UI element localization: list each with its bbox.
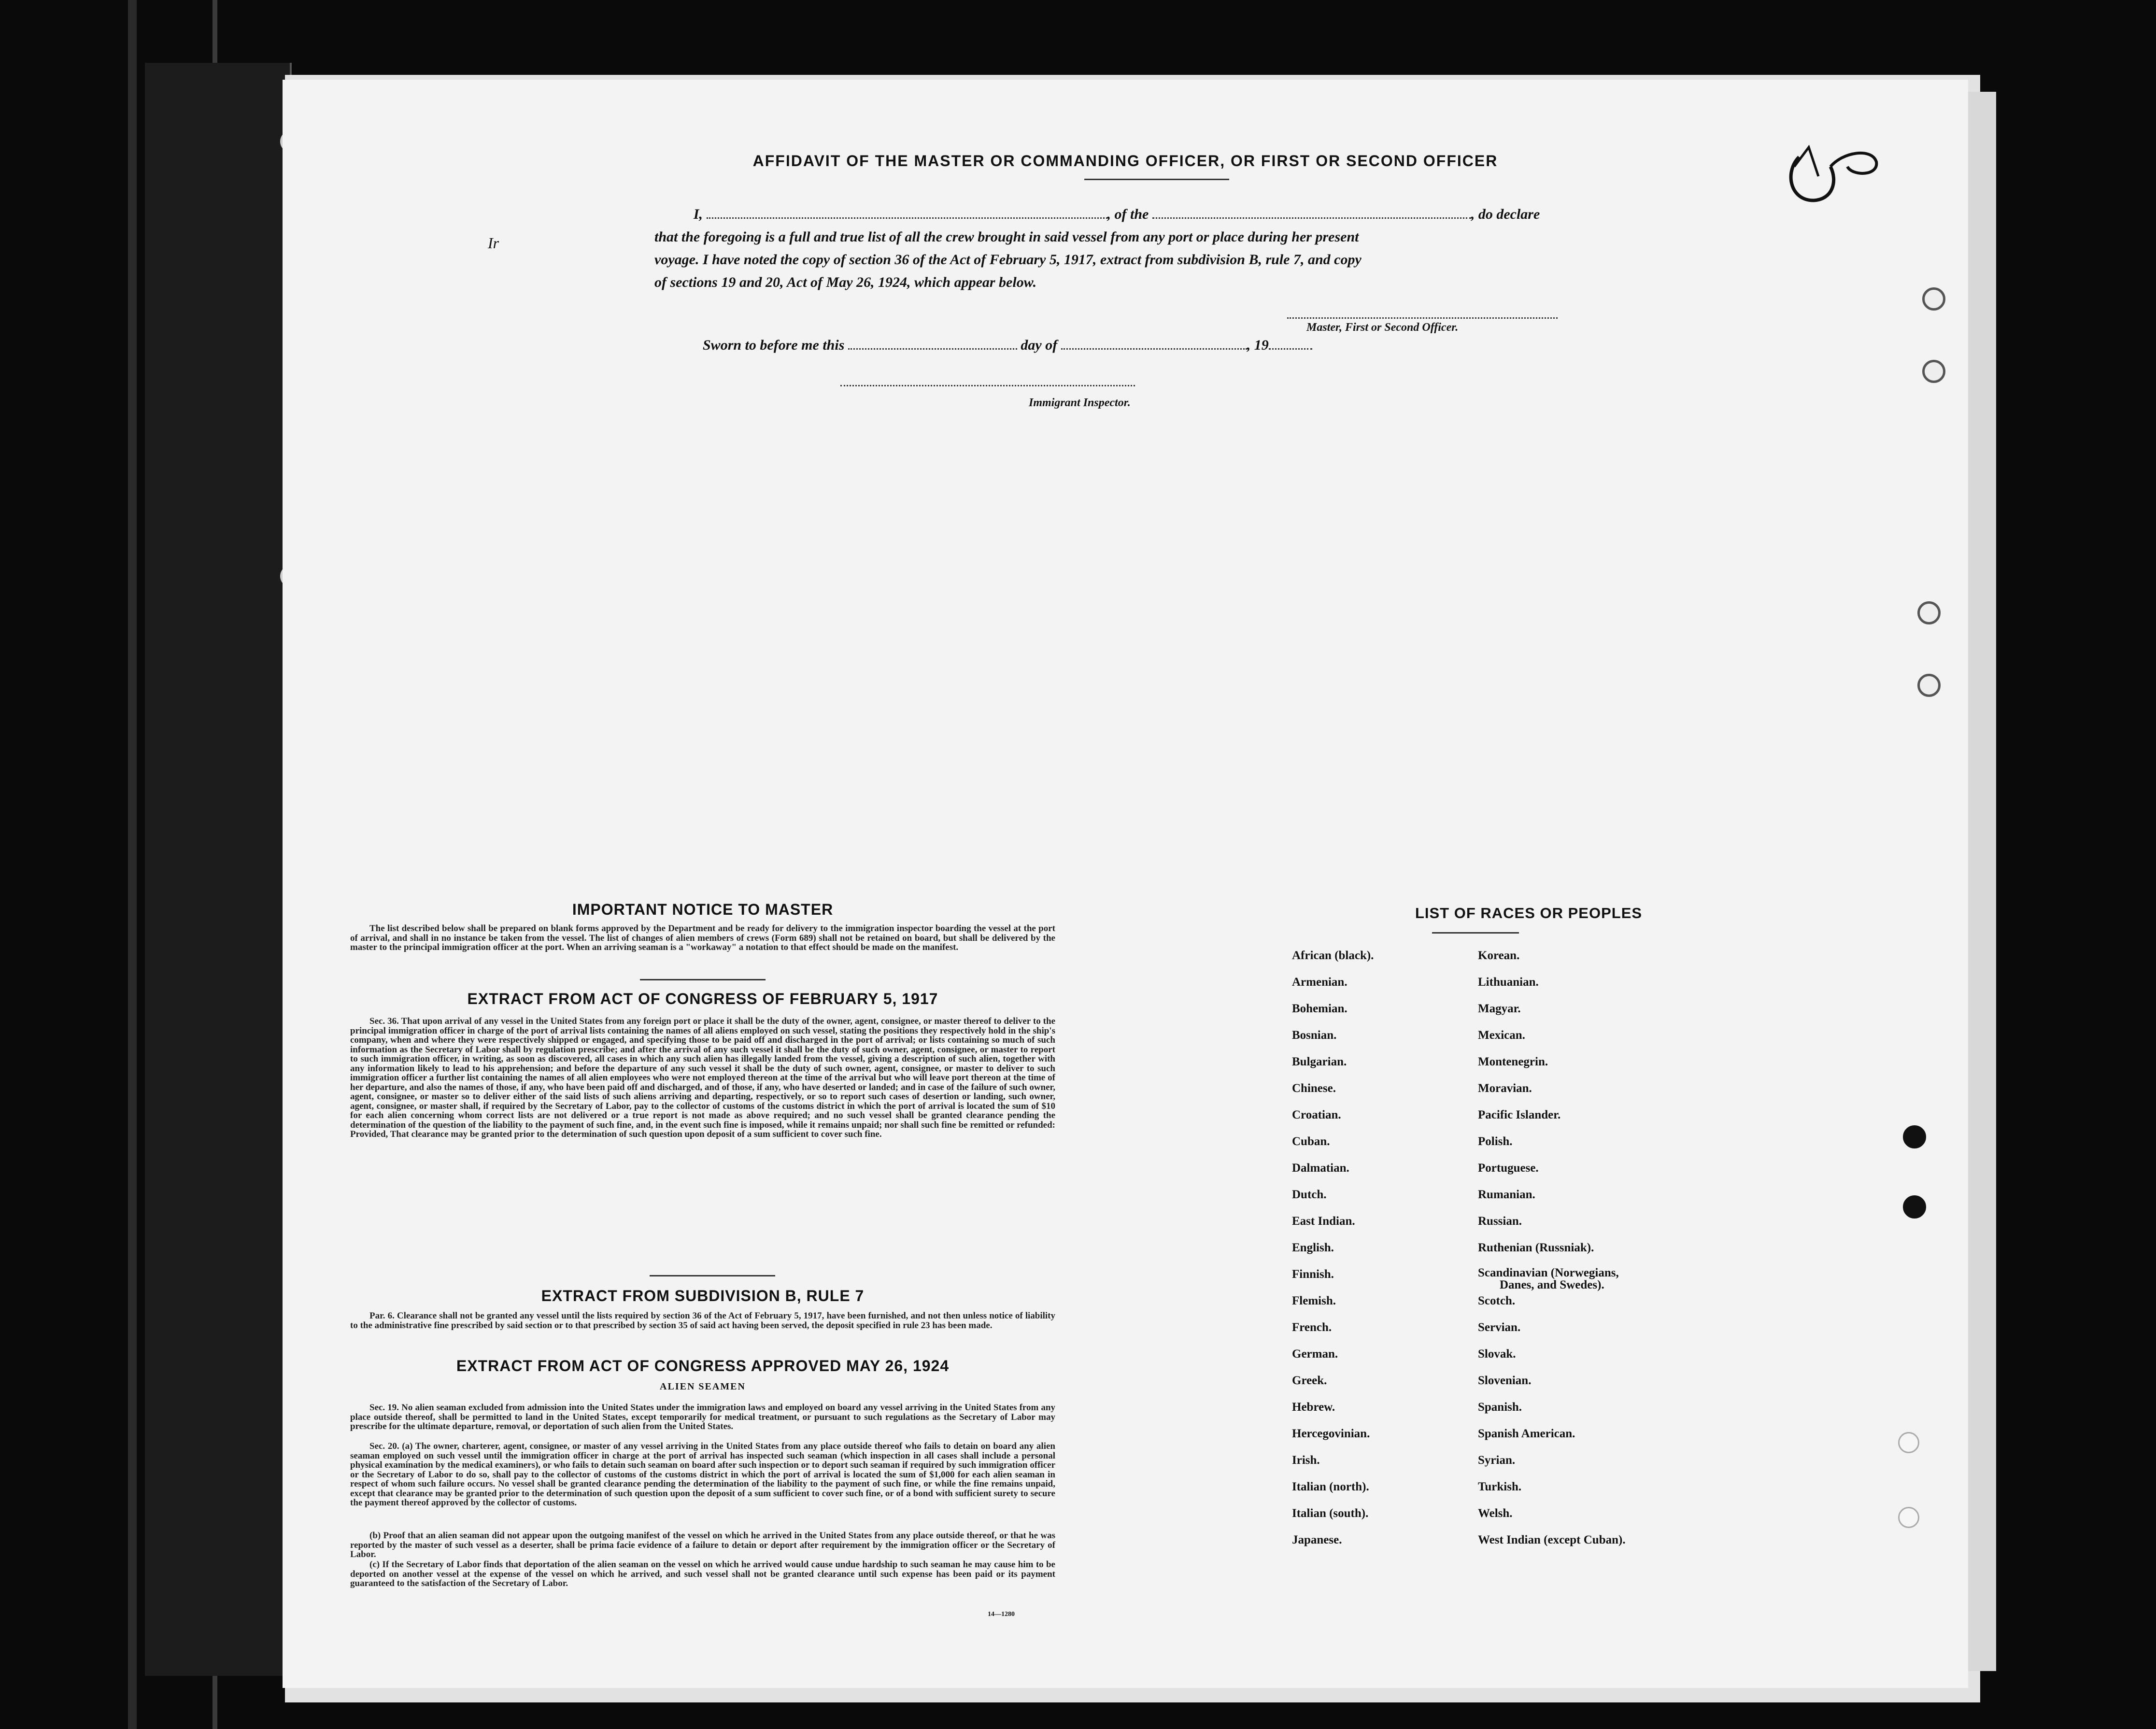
divider: [640, 979, 766, 980]
extract-1917-text: Sec. 36. That upon arrival of any vessel in the United States from any foreign port or place it shall be the duty of the owner, agent, consignee, or master thereof to deliver to the principal immigration officer in charge of the port of arrival lists containing the names of all aliens employed on such vessel, stating the positions they respectively hold in the ship's company, when and where they were respectively shipped or engaged, and specifying those to be paid off and discharged in the port of arrival; or lists containing so much of such information as the Secretary of Labor shall by regulation prescribe; and after the arrival of any such vessel it shall be the duty of such owner, agent, consignee, or master to report to such immigration officer, in writing, as soon as discovered, all cases in which any such alien has illegally landed from the vessel, giving a description of such alien, together with any information likely to lead to his apprehension; and before the departure of any such vessel it shall be the duty of such owner, agent, consignee, or master to deliver to such immigration officer a further list containing the names of all alien employees who were not employed thereon at the time of the arrival but who will leave port thereon at the time of her departure, and also the names of those, if any, who have been paid off and discharged, and of those, if any, who have deserted or landed; and in case of the failure of such owner, agent, consignee, or master so to deliver either of the said lists of such aliens arriving and departing, respectively, or so to report such cases of desertion or landing, such owner, agent, consignee, or master shall, if required by the Secretary of Labor, pay to the collector of customs of the customs district in which the port of arrival is located the sum of $10 for each alien concerning whom correct lists are not delivered or a true report is not made as above required; and no such vessel shall be granted clearance pending the determination of the question of the liability to the payment of such fine, and, in the event such fine is imposed, while it remains unpaid; nor shall such fine be remitted or refunded: Provided, That clearance may be granted prior to the determination of such question upon deposit of a sum sufficient to cover such fine.: [350, 1016, 1055, 1139]
sworn-line: Sworn to before me this day of , 19: [703, 336, 1312, 354]
year-blank[interactable]: [1269, 336, 1312, 350]
race-item: West Indian (except Cuban).: [1478, 1533, 1626, 1546]
race-item: African (black).: [1292, 949, 1374, 962]
day-blank[interactable]: [848, 336, 1017, 350]
race-item: Moravian.: [1478, 1082, 1532, 1095]
section-20c-text: (c) If the Secretary of Labor finds that deportation of the alien seaman on the vessel on which he arrived would cause undue hardship to such seaman he may cause him to be deported on another vessel at the expense of the vessel on which he arrived, and such vessel shall not be granted clearance until such expense has been paid or its payment guaranteed to the satisfaction of the Secretary of Labor.: [350, 1559, 1055, 1588]
month-blank[interactable]: [1061, 336, 1247, 350]
section-19-text: Sec. 19. No alien seaman excluded from admission into the United States under the immigration laws and employed on board any vessel arriving in the United States from any place outside thereof, shall be permitted to land in the United States, except temporarily for medical treatment, or pursuant to such regulations as the Secretary of Labor may prescribe for the ultimate departure, removal, or deportation of such alien from the United States.: [350, 1403, 1055, 1431]
races-title: LIST OF RACES OR PEOPLES: [1415, 905, 1643, 921]
punch-hole: [1917, 674, 1941, 697]
race-item: Bosnian.: [1292, 1029, 1337, 1042]
inspector-signature-line[interactable]: [840, 385, 1135, 386]
race-item: Bulgarian.: [1292, 1055, 1347, 1068]
race-item: Bohemian.: [1292, 1002, 1348, 1015]
extract-1924-title: EXTRACT FROM ACT OF CONGRESS APPROVED MAY 26, 1924: [456, 1357, 950, 1375]
race-item: Japanese.: [1292, 1533, 1342, 1546]
race-item: Portuguese.: [1478, 1162, 1539, 1175]
race-item: Hebrew.: [1292, 1401, 1335, 1414]
divider: [650, 1275, 775, 1276]
race-item: Scandinavian (Norwegians,: [1478, 1266, 1619, 1279]
race-item: Syrian.: [1478, 1454, 1516, 1467]
race-item: Danes, and Swedes).: [1500, 1278, 1604, 1291]
race-item: Ruthenian (Russniak).: [1478, 1241, 1594, 1254]
race-item: Cuban.: [1292, 1135, 1330, 1148]
race-item: Scotch.: [1478, 1294, 1516, 1307]
subdivision-b-title: EXTRACT FROM SUBDIVISION B, RULE 7: [541, 1287, 865, 1304]
affidavit-line-3: voyage. I have noted the copy of section 36 of the Act of February 5, 1917, extract from subdivision B, rule 7, and copy: [654, 252, 1362, 268]
race-item: Italian (north).: [1292, 1480, 1369, 1493]
punch-hole: [1898, 1432, 1919, 1453]
binder-cover: [145, 63, 292, 1676]
officer-caption: Master, First or Second Officer.: [1306, 321, 1459, 334]
race-item: French.: [1292, 1321, 1332, 1334]
race-item: Pacific Islander.: [1478, 1108, 1561, 1121]
section-20b-text: (b) Proof that an alien seaman did not appear upon the outgoing manifest of the vessel on which he arrived in the United States from any place outside thereof, or that he was reported by the master of such vessel as a deserter, shall be prima facie evidence of a failure to detain or deport after requirement by the immigration officer or the Secretary of Labor.: [350, 1531, 1055, 1559]
race-item: Polish.: [1478, 1135, 1513, 1148]
margin-mark: Ir: [488, 234, 499, 252]
race-item: Irish.: [1292, 1454, 1320, 1467]
extract-1917-title: EXTRACT FROM ACT OF CONGRESS OF FEBRUARY 5, 1917: [467, 990, 938, 1007]
race-item: Chinese.: [1292, 1082, 1336, 1095]
race-item: Mexican.: [1478, 1029, 1525, 1042]
punch-hole: [1922, 287, 1945, 311]
race-item: Italian (south).: [1292, 1507, 1369, 1520]
race-item: Rumanian.: [1478, 1188, 1535, 1201]
notice-text: The list described below shall be prepared on blank forms approved by the Department and be ready for delivery to the immigration inspector boarding the vessel at the port of arrival, and shall in no instance be taken from the vessel. The list of changes of alien members of crews (Form 689) shall not be retained on board, but shall be delivered by the master to the principal immigration officer at the port. When an arriving seaman is a "workaway" a notation to that effect should be made on the manifest.: [350, 923, 1055, 952]
race-item: Flemish.: [1292, 1294, 1336, 1307]
race-item: Magyar.: [1478, 1002, 1521, 1015]
race-item: English.: [1292, 1241, 1334, 1254]
race-item: Montenegrin.: [1478, 1055, 1548, 1068]
race-item: Korean.: [1478, 949, 1520, 962]
race-item: Slovak.: [1478, 1347, 1516, 1361]
form-number: 14—1280: [988, 1611, 1015, 1618]
divider: [1084, 179, 1229, 180]
handwritten-mark: [1780, 138, 1886, 210]
inspector-caption: Immigrant Inspector.: [1029, 397, 1131, 409]
race-item: Dutch.: [1292, 1188, 1327, 1201]
subdivision-b-text: Par. 6. Clearance shall not be granted any vessel until the lists required by section 36 of the Act of February 5, 1917, have been furnished, and not then unless notice of liability to the administrative fine prescribed by said section or to that prescribed by section 35 of said act having been served, the deposit specified in rule 23 has been made.: [350, 1311, 1055, 1331]
race-item: Spanish American.: [1478, 1427, 1575, 1440]
alien-seamen-subtitle: ALIEN SEAMEN: [660, 1381, 746, 1392]
race-item: Slovenian.: [1478, 1374, 1532, 1387]
binder-edge: [128, 0, 137, 1729]
race-item: Spanish.: [1478, 1401, 1522, 1414]
officer-signature-line[interactable]: [1287, 317, 1558, 319]
affidavit-line-4: of sections 19 and 20, Act of May 26, 1924, which appear below.: [654, 274, 1037, 290]
race-item: Welsh.: [1478, 1507, 1513, 1520]
race-item: Dalmatian.: [1292, 1162, 1349, 1175]
notice-title: IMPORTANT NOTICE TO MASTER: [572, 901, 834, 918]
name-blank[interactable]: [707, 205, 1107, 219]
punch-hole: [1903, 1195, 1926, 1219]
vessel-blank[interactable]: [1152, 205, 1471, 219]
divider: [1432, 932, 1519, 934]
race-item: Hercegovinian.: [1292, 1427, 1370, 1440]
race-item: Lithuanian.: [1478, 976, 1539, 989]
race-item: Croatian.: [1292, 1108, 1341, 1121]
punch-hole: [1917, 601, 1941, 624]
race-item: East Indian.: [1292, 1215, 1355, 1228]
affidavit-body: [654, 203, 1780, 294]
race-item: Turkish.: [1478, 1480, 1522, 1493]
punch-hole: [1922, 360, 1945, 383]
affidavit-title: AFFIDAVIT OF THE MASTER OR COMMANDING OFFICER, OR FIRST OR SECOND OFFICER: [752, 152, 1498, 170]
affidavit-line-2: that the foregoing is a full and true list of all the crew brought in said vessel from any port or place during her present: [654, 229, 1359, 245]
affidavit-line-1: I, , of the , do declare: [654, 203, 1780, 226]
punch-hole: [1898, 1507, 1919, 1528]
race-item: Russian.: [1478, 1215, 1522, 1228]
punch-hole: [1903, 1125, 1926, 1148]
race-item: German.: [1292, 1347, 1338, 1361]
race-item: Armenian.: [1292, 976, 1348, 989]
section-20a-text: Sec. 20. (a) The owner, charterer, agent, consignee, or master of any vessel arriving in the United States from any place outside thereof who fails to detain on board any alien seaman employed on such vessel until the immigration officer in charge at the port of arrival has inspected such seaman (which inspection in all cases shall include a personal physical examination by the medical examiners), or who fails to detain such seaman on board after such inspection or to deport such seaman if required by such immigration officer or the Secretary of Labor to do so, shall pay to the collector of customs of the customs district in which the port of arrival is located the sum of $1,000 for each alien seaman in respect of whom such failure occurs. No vessel shall be granted clearance pending the determination of the liability to the payment of such fine, or while the fine remains unpaid, except that clearance may be granted prior to the determination of such question upon the deposit of a sum sufficient to cover such fine, or of a bond with sufficient surety to secure the payment thereof approved by the collector of customs.: [350, 1441, 1055, 1508]
manifest-page: [283, 80, 1968, 1688]
race-item: Finnish.: [1292, 1268, 1334, 1281]
race-item: Greek.: [1292, 1374, 1327, 1387]
race-item: Servian.: [1478, 1321, 1521, 1334]
